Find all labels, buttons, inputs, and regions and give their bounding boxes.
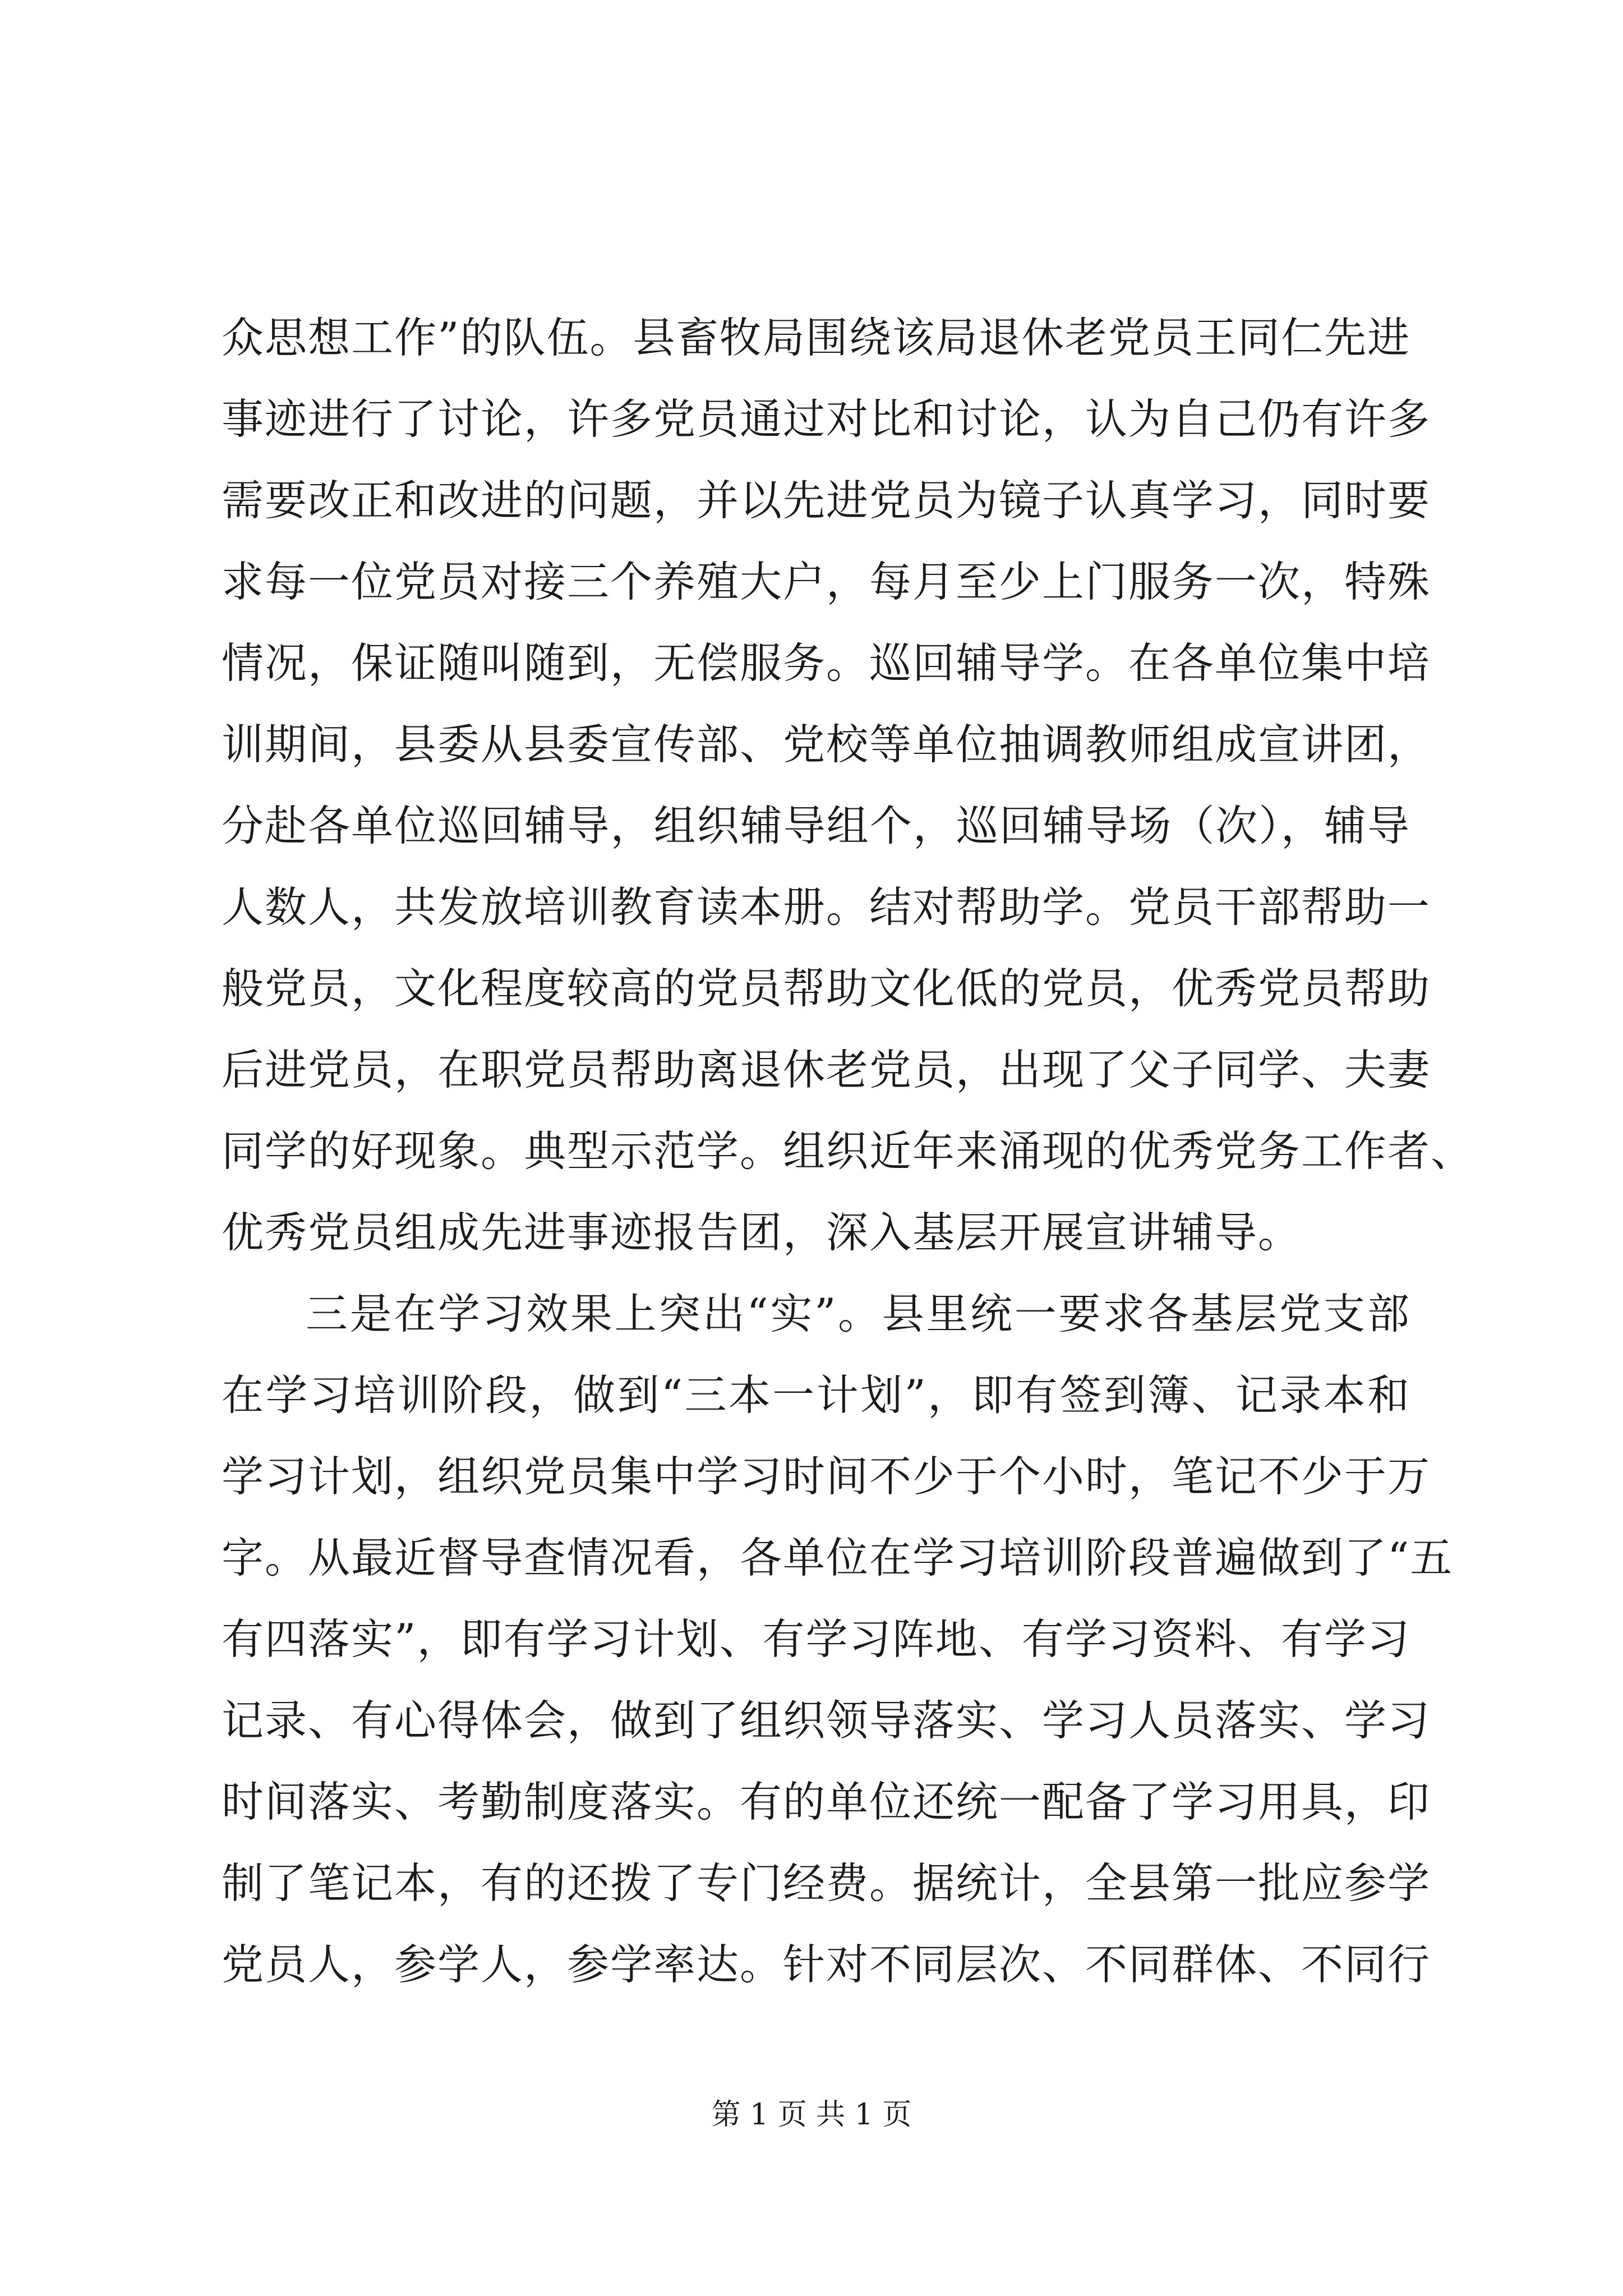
- text-line: 时间落实、考勤制度落实。有的单位还统一配备了学习用具，印: [222, 1777, 1431, 1826]
- text-line: 字。从最近督导查情况看，各单位在学习培训阶段普遍做到了“五: [222, 1533, 1454, 1582]
- text-line: 同学的好现象。典型示范学。组织近年来涌现的优秀党务工作者、: [222, 1126, 1474, 1176]
- text-line: 训期间，县委从县委宣传部、党校等单位抽调教师组成宣讲团，: [222, 720, 1431, 769]
- page-number-footer: 第 1 页 共 1 页: [711, 2098, 912, 2132]
- text-line: 后进党员，在职党员帮助离退休老党员，出现了父子同学、夫妻: [222, 1045, 1431, 1094]
- text-line: 党员人，参学人，参学率达。针对不同层次、不同群体、不同行: [222, 1940, 1431, 1989]
- text-line: 记录、有心得体会，做到了组织领导落实、学习人员落实、学习: [222, 1696, 1431, 1745]
- text-line: 在学习培训阶段，做到“三本一计划”，即有签到簿、记录本和: [222, 1370, 1410, 1420]
- text-line: 制了笔记本，有的还拨了专门经费。据统计，全县第一批应参学: [222, 1858, 1431, 1908]
- text-line: 有四落实”，即有学习计划、有学习阵地、有学习资料、有学习: [222, 1614, 1410, 1664]
- text-line: 情况，保证随叫随到，无偿服务。巡回辅导学。在各单位集中培: [222, 638, 1431, 688]
- paragraph-start-line: 三是在学习效果上突出“实”。县里统一要求各基层党支部: [306, 1289, 1410, 1338]
- text-line: 般党员，文化程度较高的党员帮助文化低的党员，优秀党员帮助: [222, 964, 1431, 1013]
- text-line: 事迹进行了讨论，许多党员通过对比和讨论，认为自己仍有许多: [222, 394, 1431, 444]
- text-line: 求每一位党员对接三个养殖大户，每月至少上门服务一次，特殊: [222, 557, 1431, 606]
- text-line: 学习计划，组织党员集中学习时间不少于个小时，笔记不少于万: [222, 1452, 1431, 1501]
- text-line: 分赴各单位巡回辅导，组织辅导组个，巡回辅导场（次），辅导: [222, 801, 1410, 850]
- text-line: 优秀党员组成先进事迹报告团，深入基层开展宣讲辅导。: [222, 1208, 1302, 1257]
- text-line: 人数人，共发放培训教育读本册。结对帮助学。党员干部帮助一: [222, 882, 1431, 932]
- text-line: 需要改正和改进的问题，并以先进党员为镜子认真学习，同时要: [222, 476, 1431, 525]
- document-body: [222, 297, 1474, 2005]
- text-line: 众思想工作”的队伍。县畜牧局围绕该局退休老党员王同仁先进: [222, 313, 1410, 362]
